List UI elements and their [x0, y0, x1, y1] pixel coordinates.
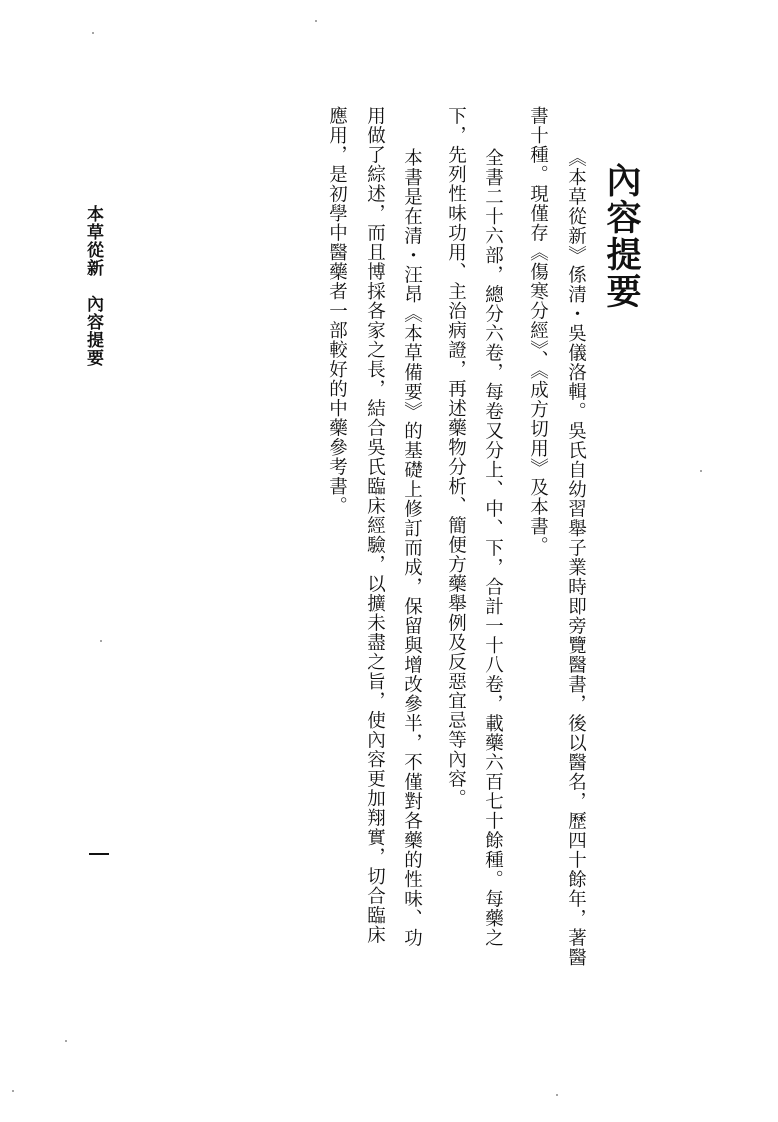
- running-head: [84, 205, 101, 367]
- scan-speck: [12, 1090, 14, 1092]
- paragraph-line: 用做了綜述，而且博採各家之長，結合吳氏臨床經驗，以擴未盡之旨，使內容更加翔實，切合臨床: [364, 106, 386, 945]
- paragraph-line: 全書二十六部，總分六卷，每卷又分上、中、下，合計一十八卷，載藥六百七十餘種。每藥之: [482, 148, 504, 948]
- paragraph-line: 《本草從新》係清・吳儀洛輯。吳氏自幼習舉子業時即旁覽醫書，後以醫名，歷四十餘年，著醫: [565, 148, 587, 967]
- scan-speck: [315, 20, 317, 22]
- scan-speck: [700, 470, 702, 472]
- paragraph-line: 下，先列性味功用、主治病證，再述藥物分析、簡便方藥舉例及反惡宜忌等內容。: [445, 106, 467, 808]
- scan-speck: [65, 1040, 67, 1042]
- paragraph-line: 應用，是初學中醫藥者一部較好的中藥參考書。: [326, 106, 348, 516]
- page-number: [89, 853, 109, 855]
- running-head-book-title: 本草從新: [83, 205, 103, 277]
- scan-speck: [556, 1094, 558, 1096]
- page-title: 內容提要: [601, 162, 642, 310]
- scan-speck: [100, 640, 102, 642]
- running-head-section: 內容提要: [83, 295, 103, 367]
- paragraph-line: 書十種。現僅存《傷寒分經》、《成方切用》及本書。: [527, 106, 549, 556]
- scan-speck: [92, 32, 94, 34]
- paragraph-line: 本書是在清・汪昂《本草備要》的基礎上修訂而成，保留與增改參半，不僅對各藥的性味、功: [401, 148, 423, 948]
